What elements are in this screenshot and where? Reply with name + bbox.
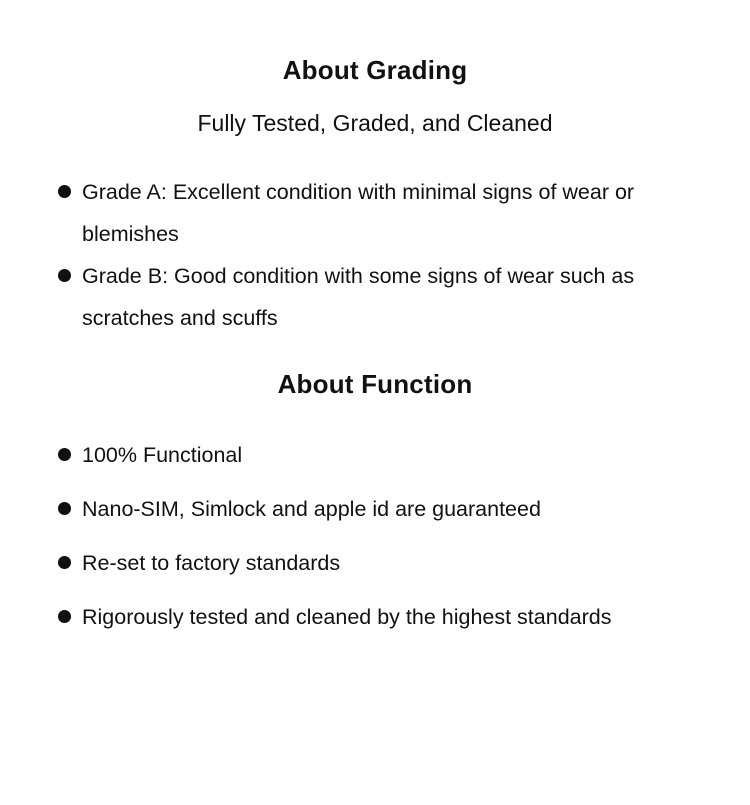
list-item <box>58 255 690 339</box>
bullet-icon <box>58 185 71 198</box>
about-grading-heading: About Grading <box>282 55 468 85</box>
list-item-label: Nano-SIM, Simlock and apple id are guaranteed <box>82 497 541 521</box>
bullet-icon <box>58 610 71 623</box>
list-item <box>58 171 690 255</box>
bullet-icon <box>58 556 71 569</box>
list-item-label: Rigorously tested and cleaned by the highest standards <box>82 605 612 629</box>
bullet-icon <box>58 448 71 461</box>
function-list <box>0 434 750 638</box>
bullet-icon <box>58 269 71 282</box>
list-item-label: Grade B: Good condition with some signs of wear such as scratches and scuffs <box>82 264 635 330</box>
grading-subtitle: Fully Tested, Graded, and Cleaned <box>197 110 553 136</box>
bullet-icon <box>58 502 71 515</box>
list-item-label: Grade A: Excellent condition with minimal signs of wear or blemishes <box>82 180 635 246</box>
about-function-heading: About Function <box>277 369 473 399</box>
list-item <box>58 488 690 530</box>
list-item <box>58 434 690 476</box>
list-item <box>58 542 690 584</box>
product-info-page <box>0 55 750 805</box>
list-item <box>58 596 690 638</box>
grading-list <box>0 171 750 339</box>
list-item-label: 100% Functional <box>82 443 243 467</box>
list-item-label: Re-set to factory standards <box>82 551 341 575</box>
